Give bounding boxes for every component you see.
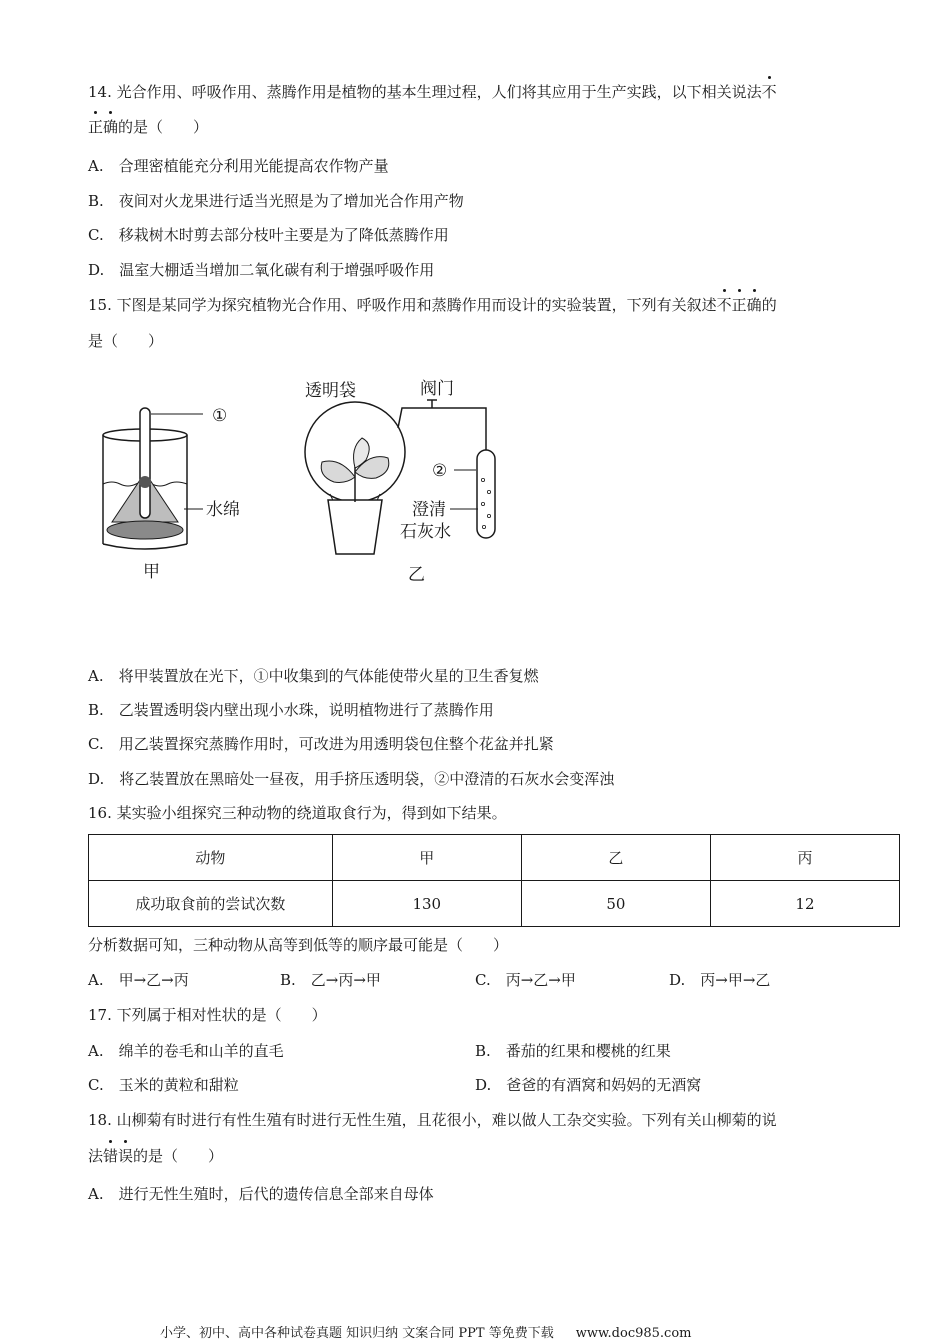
q16-stem: 16. 某实验小组探究三种动物的绕道取食行为，得到如下结果。 (88, 804, 507, 822)
page-footer (160, 1322, 691, 1341)
q17-option-d: D. 爸爸的有酒窝和妈妈的无酒窝 (475, 1076, 702, 1094)
apparatus-jia (103, 408, 203, 549)
q17-option-b: B. 番茄的红果和樱桃的红果 (475, 1042, 671, 1060)
label-tube-2: ② (432, 461, 448, 481)
q17-stem: 17. 下列属于相对性状的是（ ） (88, 1006, 327, 1024)
q15-option-d: D. 将乙装置放在黑暗处一昼夜，用手挤压透明袋，②中澄清的石灰水会变浑浊 (88, 770, 615, 788)
label-jia: 甲 (143, 562, 160, 582)
q16-option-d: D. 丙→甲→乙 (669, 971, 771, 989)
q14-option-a: A. 合理密植能充分利用光能提高农作物产量 (88, 157, 389, 175)
table-cell: 12 (710, 881, 899, 927)
footer-url[interactable]: www.doc985.com (575, 1326, 692, 1341)
label-transparent-bag: 透明袋 (305, 381, 356, 401)
table-header-cell: 动物 (89, 835, 333, 881)
q15-option-c: C. 用乙装置探究蒸腾作用时，可改进为用透明袋包住整个花盆并扎紧 (88, 735, 554, 753)
footer-text: 小学、初中、高中各种试卷真题 知识归纳 文案合同 PPT 等免费下载 (160, 1326, 554, 1341)
q14-option-b: B. 夜间对火龙果进行适当光照是为了增加光合作用产物 (88, 192, 464, 210)
table-cell: 130 (332, 881, 521, 927)
table-cell: 成功取食前的尝试次数 (89, 881, 333, 927)
table-header-cell: 甲 (332, 835, 521, 881)
label-lime-water: 石灰水 (400, 522, 451, 542)
label-valve: 阀门 (420, 379, 454, 399)
label-clear: 澄清 (412, 500, 446, 520)
label-yi: 乙 (408, 565, 425, 585)
table-row (89, 881, 900, 927)
label-tube-1: ① (212, 406, 228, 426)
q17-option-c: C. 玉米的黄粒和甜粒 (88, 1076, 239, 1094)
q16-option-c: C. 丙→乙→甲 (475, 971, 576, 989)
q14-option-c: C. 移栽树木时剪去部分枝叶主要是为了降低蒸腾作用 (88, 226, 449, 244)
q18-option-a: A. 进行无性生殖时，后代的遗传信息全部来自母体 (88, 1185, 434, 1203)
q14-stem-line2: 正确的是（ ） (88, 118, 209, 136)
experiment-figure (100, 372, 500, 587)
q14-option-d: D. 温室大棚适当增加二氧化碳有利于增强呼吸作用 (88, 261, 435, 279)
q15-stem-line1: 15. 下图是某同学为探究植物光合作用、呼吸作用和蒸腾作用而设计的实验装置，下列有关叙述不正确的 (88, 296, 777, 314)
q16-data-table (88, 834, 900, 927)
table-header-cell: 乙 (521, 835, 710, 881)
q18-stem-line2: 法错误的是（ ） (88, 1147, 224, 1165)
table-cell: 50 (521, 881, 710, 927)
q15-option-a: A. 将甲装置放在光下，①中收集到的气体能使带火星的卫生香复燃 (88, 667, 539, 685)
q14-stem-line1: 14. 光合作用、呼吸作用、蒸腾作用是植物的基本生理过程，人们将其应用于生产实践，以下相关说法不 (88, 83, 777, 101)
table-header-row (89, 835, 900, 881)
q16-option-b: B. 乙→丙→甲 (280, 971, 381, 989)
experiment-diagram (100, 372, 500, 587)
q15-option-b: B. 乙装置透明袋内壁出现小水珠，说明植物进行了蒸腾作用 (88, 701, 494, 719)
label-water-sponge: 水绵 (206, 500, 240, 520)
q16-option-a: A. 甲→乙→丙 (88, 971, 189, 989)
table-header-cell: 丙 (710, 835, 899, 881)
q16-question: 分析数据可知，三种动物从高等到低等的顺序最可能是（ ） (88, 936, 509, 954)
q18-stem-line1: 18. 山柳菊有时进行有性生殖有时进行无性生殖，且花很小，难以做人工杂交实验。下列有关山柳菊的说 (88, 1111, 777, 1129)
q15-stem-line2: 是（ ） (88, 332, 164, 350)
q17-option-a: A. 绵羊的卷毛和山羊的直毛 (88, 1042, 284, 1060)
